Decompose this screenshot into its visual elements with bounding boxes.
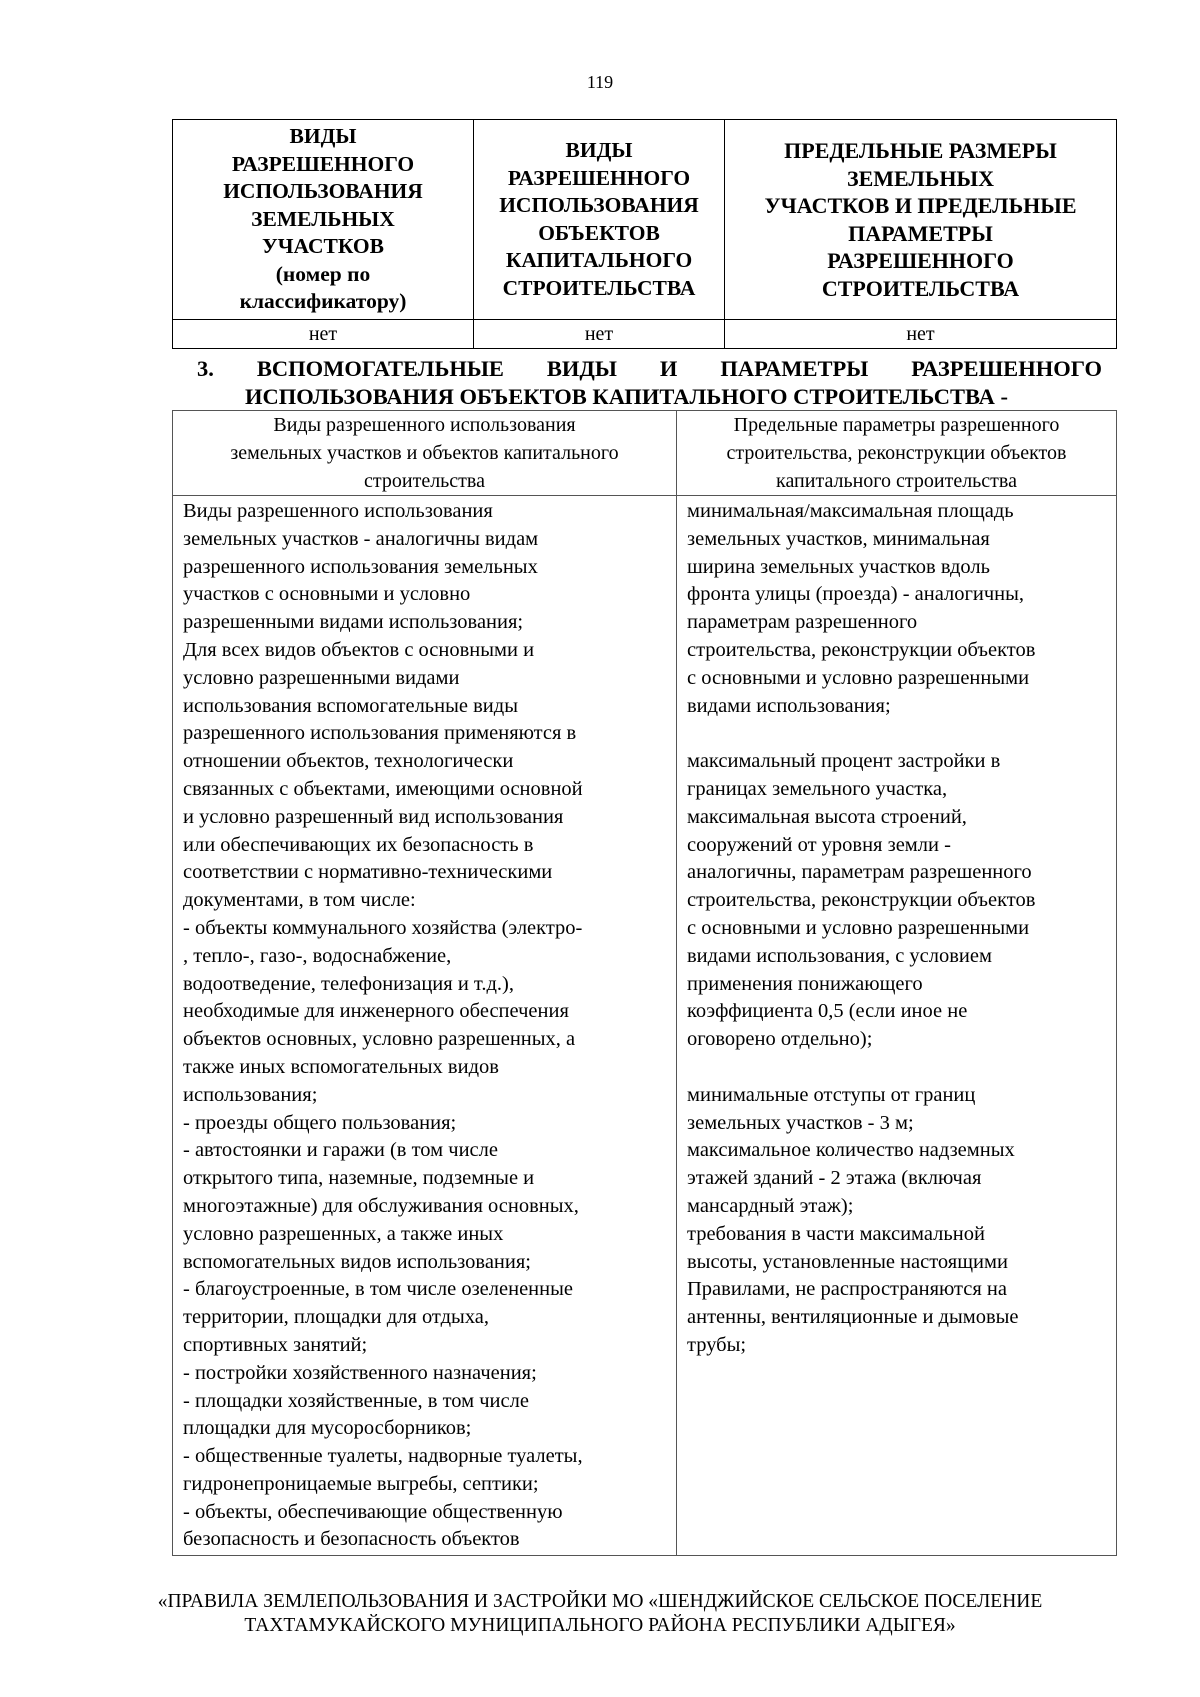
- text-line: максимальный процент застройки в: [687, 750, 1001, 773]
- section-word: И: [659, 356, 678, 381]
- text-line: оговорено отдельно);: [687, 1028, 873, 1051]
- text-line: разрешенными видами использования;: [183, 611, 524, 634]
- text-line: спортивных занятий;: [183, 1333, 368, 1356]
- text-line: земельных участков - 3 м;: [687, 1111, 914, 1134]
- header-line: ОБЪЕКТОВ: [538, 220, 660, 245]
- text-line: гидронепроницаемые выгребы, септики;: [183, 1472, 539, 1495]
- footer-line: «ПРАВИЛА ЗЕМЛЕПОЛЬЗОВАНИЯ И ЗАСТРОЙКИ МО «ШЕНДЖИЙСКОЕ СЕЛЬСКОЕ ПОСЕЛЕНИЕ: [157, 1591, 1043, 1612]
- text-line: документами, в том числе:: [183, 889, 416, 912]
- text-line: коэффициента 0,5 (если иное не: [687, 1000, 968, 1023]
- text-line: [687, 720, 1106, 748]
- text-line: фронта улицы (проезда) - аналогичны,: [687, 583, 1025, 606]
- document-footer: [0, 1590, 1200, 1638]
- text-line: строительства, реконструкции объектов: [687, 638, 1036, 661]
- header-line: ИСПОЛЬЗОВАНИЯ: [223, 179, 423, 204]
- text-line: требования в части максимальной: [687, 1222, 985, 1245]
- table-row: [173, 496, 1117, 1556]
- text-line: ширина земельных участков вдоль: [687, 555, 990, 578]
- header-line: ПАРАМЕТРЫ: [848, 220, 993, 246]
- text-line: использования;: [183, 1083, 318, 1106]
- text-line: [687, 1054, 1106, 1082]
- text-line: безопасность и безопасность объектов: [183, 1528, 520, 1551]
- section-word: ПАРАМЕТРЫ: [720, 356, 869, 381]
- text-line: максимальная высота строений,: [687, 805, 967, 828]
- text-line: водоотведение, телефонизация и т.д.),: [183, 972, 514, 995]
- table-cell: нет: [725, 320, 1117, 349]
- header-line: РАЗРЕШЕННОГО: [231, 151, 415, 176]
- header-line: ВИДЫ: [289, 124, 357, 149]
- text-line: мансардный этаж);: [687, 1194, 854, 1217]
- header-line: УЧАСТКОВ: [262, 234, 384, 259]
- header-line: капитального строительства: [776, 470, 1017, 492]
- text-line: территории, площадки для отдыха,: [183, 1306, 490, 1329]
- header-line: классификатору): [239, 289, 407, 314]
- text-line: строительства, реконструкции объектов: [687, 889, 1036, 912]
- text-line: с основными и условно разрешенными: [687, 666, 1030, 689]
- text-line: - объекты, обеспечивающие общественную: [183, 1500, 563, 1523]
- page-number: 119: [586, 72, 614, 92]
- text-line: участков с основными и условно: [183, 583, 471, 606]
- header-line: строительства, реконструкции объектов: [726, 442, 1067, 464]
- text-line: - автостоянки и гаражи (в том числе: [183, 1139, 498, 1162]
- text-line: Для всех видов объектов с основными и: [183, 638, 535, 661]
- footer-line: ТАХТАМУКАЙСКОГО МУНИЦИПАЛЬНОГО РАЙОНА РЕСПУБЛИКИ АДЫГЕЯ»: [244, 1615, 956, 1636]
- text-line: аналогичны, параметрам разрешенного: [687, 861, 1032, 884]
- text-line: трубы;: [687, 1333, 747, 1356]
- header-line: Виды разрешенного использования: [273, 414, 576, 436]
- text-line: соответствии с нормативно-техническими: [183, 861, 553, 884]
- text-line: связанных с объектами, имеющими основной: [183, 777, 583, 800]
- text-line: Виды разрешенного использования: [183, 500, 493, 522]
- header-line: ЗЕМЕЛЬНЫХ: [847, 165, 994, 191]
- header-line: ВИДЫ: [565, 138, 633, 162]
- text-line: условно разрешенными видами: [183, 666, 460, 689]
- text-line: - благоустроенные, в том числе озелененные: [183, 1278, 573, 1301]
- section-heading-line-2: ИСПОЛЬЗОВАНИЯ ОБЪЕКТОВ КАПИТАЛЬНОГО СТРОИТЕЛЬСТВА -: [245, 383, 1008, 409]
- text-line: высоты, установленные настоящими: [687, 1250, 1008, 1273]
- text-line: с основными и условно разрешенными: [687, 916, 1030, 939]
- section-word: ВИДЫ: [546, 356, 617, 381]
- text-line: земельных участков - аналогичны видам: [183, 527, 539, 550]
- header-line: СТРОИТЕЛЬСТВА: [502, 275, 696, 300]
- zoning-summary-table: [172, 119, 1117, 349]
- text-line: сооружений от уровня земли -: [687, 833, 951, 856]
- section-word: ВСПОМОГАТЕЛЬНЫЕ: [256, 356, 504, 381]
- table-header-row: [173, 120, 1117, 320]
- text-line: использования вспомогательные виды: [183, 694, 518, 717]
- text-line: максимальное количество надземных: [687, 1139, 1015, 1162]
- header-line: ЗЕМЕЛЬНЫХ: [251, 206, 395, 231]
- header-line: ПРЕДЕЛЬНЫЕ РАЗМЕРЫ: [784, 138, 1057, 163]
- text-line: границах земельного участка,: [687, 777, 948, 800]
- text-line: земельных участков, минимальная: [687, 527, 990, 550]
- text-line: , тепло-, газо-, водоснабжение,: [183, 944, 452, 967]
- text-line: площадки для мусоросборников;: [183, 1417, 472, 1440]
- header-cell-limit-parameters: [677, 411, 1117, 496]
- text-line: антенны, вентиляционные и дымовые: [687, 1306, 1019, 1329]
- text-line: объектов основных, условно разрешенных, а: [183, 1028, 576, 1051]
- text-line: открытого типа, наземные, подземные и: [183, 1167, 535, 1190]
- text-line: и условно разрешенный вид использования: [183, 805, 564, 828]
- text-line: вспомогательных видов использования;: [183, 1250, 531, 1273]
- header-line: ИСПОЛЬЗОВАНИЯ: [499, 193, 699, 217]
- header-cell-construction-use: [474, 120, 725, 320]
- header-line: РАЗРЕШЕННОГО: [507, 165, 691, 190]
- text-line: или обеспечивающих их безопасность в: [183, 833, 534, 856]
- text-line: - объекты коммунального хозяйства (электро-: [183, 916, 583, 939]
- auxiliary-uses-table: [172, 410, 1117, 1556]
- text-line: видами использования;: [687, 694, 891, 717]
- header-cell-permitted-uses: [173, 411, 677, 496]
- header-line: Предельные параметры разрешенного: [733, 414, 1060, 436]
- header-line: СТРОИТЕЛЬСТВА: [821, 275, 1020, 301]
- text-line: необходимые для инженерного обеспечения: [183, 1000, 569, 1023]
- text-line: многоэтажные) для обслуживания основных,: [183, 1194, 579, 1217]
- table-cell: нет: [173, 320, 474, 349]
- text-line: разрешенного использования применяются в: [183, 722, 577, 745]
- header-line: строительства: [364, 470, 485, 492]
- text-line: минимальные отступы от границ: [687, 1083, 976, 1106]
- text-line: - общественные туалеты, надворные туалеты,: [183, 1445, 583, 1468]
- header-line: земельных участков и объектов капитального: [230, 442, 619, 464]
- table-row: [173, 320, 1117, 349]
- text-line: - площадки хозяйственные, в том числе: [183, 1389, 529, 1412]
- text-line: условно разрешенных, а также иных: [183, 1222, 504, 1245]
- permitted-uses-text: [173, 496, 677, 1556]
- text-line: - проезды общего пользования;: [183, 1111, 457, 1134]
- text-line: также иных вспомогательных видов: [183, 1055, 499, 1078]
- text-line: разрешенного использования земельных: [183, 555, 538, 578]
- text-line: параметрам разрешенного: [687, 611, 918, 634]
- text-line: - постройки хозяйственного назначения;: [183, 1361, 537, 1384]
- section-heading: [197, 355, 1102, 410]
- text-line: минимальная/максимальная площадь: [687, 500, 1014, 522]
- section-number: 3.: [197, 356, 214, 381]
- text-line: отношении объектов, технологически: [183, 750, 514, 773]
- text-line: применения понижающего: [687, 972, 923, 995]
- header-line: КАПИТАЛЬНОГО: [505, 248, 693, 272]
- limit-parameters-text: [677, 496, 1117, 1556]
- table-header-row: [173, 411, 1117, 496]
- text-line: Правилами, не распространяются на: [687, 1278, 1007, 1301]
- header-line: РАЗРЕШЕННОГО: [827, 248, 1014, 273]
- header-line: (номер по: [275, 261, 371, 286]
- section-word: РАЗРЕШЕННОГО: [911, 356, 1102, 381]
- header-line: УЧАСТКОВ И ПРЕДЕЛЬНЫЕ: [764, 193, 1077, 218]
- header-cell-limit-parameters: [725, 120, 1117, 320]
- section-heading-line-1: [197, 355, 1102, 383]
- text-line: видами использования, с условием: [687, 944, 992, 967]
- header-cell-land-use: [173, 120, 474, 320]
- table-cell: нет: [474, 320, 725, 349]
- text-line: этажей зданий - 2 этажа (включая: [687, 1167, 982, 1190]
